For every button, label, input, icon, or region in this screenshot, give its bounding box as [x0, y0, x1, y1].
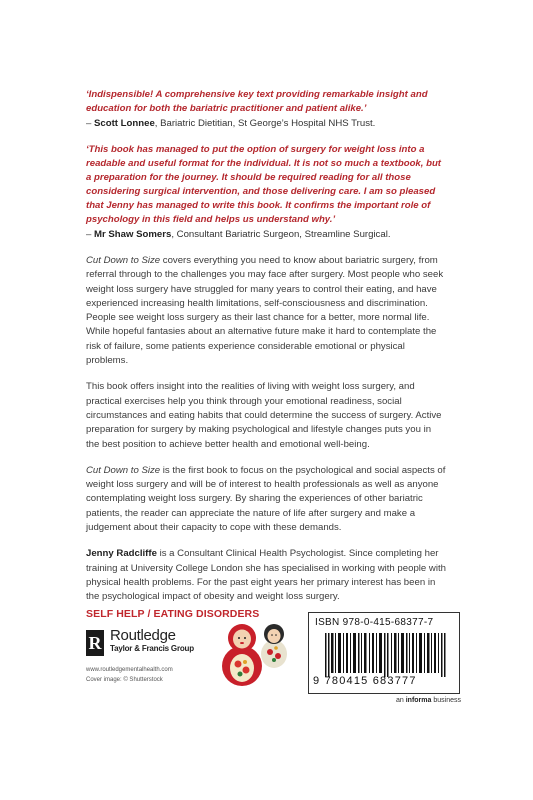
category-label: SELF HELP / EATING DISORDERS — [86, 608, 260, 620]
publisher-name-block — [110, 628, 194, 654]
description-paragraph-3 — [86, 464, 446, 535]
endorsement-attribution-2 — [86, 228, 446, 242]
endorsement-attribution-1 — [86, 117, 446, 131]
informa-suffix: business — [431, 697, 461, 704]
informa-business-line — [396, 697, 461, 704]
isbn-text: ISBN 978-0-415-68377-7 — [315, 617, 434, 628]
cover-text-block — [86, 88, 446, 617]
paragraph-text: is the first book to focus on the psychological and social aspects of weight loss surgery and will be of interest to health professionals as well as anyone contemplating weight loss surgery. By sharing the experiences of other bariatric patients, the reader can appreciate the nature of life after surgery and make a judgement about their capacity to cope with these demands. — [86, 464, 446, 534]
endorser-role: , Consultant Bariatric Surgeon, Streamline Surgical. — [171, 229, 391, 240]
endorser-role: , Bariatric Dietitian, St George’s Hospital NHS Trust. — [154, 118, 376, 129]
publisher-name: Routledge — [110, 627, 176, 644]
barcode-icon — [323, 633, 453, 679]
author-name: Jenny Radcliffe — [86, 548, 157, 560]
endorsement-quote-1: ‘Indispensible! A comprehensive key text providing remarkable insight and education for both the bariatric practitioner and patient alike.’ — [86, 89, 428, 114]
endorsement-quote-2: ‘This book has managed to put the option of surgery for weight loss into a readable and useful format for the individual. It is not so much a textbook, but a preparation for the journey. It should be required reading for all those considering surgical intervention, and those delivering care. I am so pleased that Jenny has managed to write this book. It confirms the important role of psychology in this field and helps us understand why.’ — [86, 144, 442, 225]
author-bio — [86, 547, 446, 604]
endorser-name: Scott Lonnee — [94, 118, 155, 129]
paragraph-text: covers everything you need to know about bariatric surgery, from referral through to the challenges you may face after surgery. Most people who seek weight loss surgery have struggled for many years to control their eating, and have experienced increasing health limitations, self-consciousness and discrimination. People see weight loss surgery as their last chance for a better, more normal life. While hopeful fantasies about an alternative future make it hard to contemplate the risk of failure, some patients experience considerable emotional or physical problems. — [86, 255, 444, 367]
description-paragraph-2: This book offers insight into the realities of living with weight loss surgery, and practical exercises help you think through your emotional readiness, social circumstances and eating habits that could determine the success of surgery. Active preparation for surgery by making psychological and lifestyle changes puts you in the best position to achieve better health and emotional well-being. — [86, 381, 442, 450]
endorser-name: Mr Shaw Somers — [94, 229, 172, 240]
isbn-barcode-box — [308, 612, 460, 694]
book-title-italic: Cut Down to Size — [86, 255, 161, 266]
paragraph-text: is a Consultant Clinical Health Psychologist. Since completing her training at University College London she has specialised in working with people with physical health problems. For the past eight years her primary interest has been in the psychological impact of obesity and weight loss surgery. — [86, 548, 446, 603]
attribution-dash: – — [86, 229, 95, 240]
routledge-logo-icon — [86, 630, 104, 656]
informa-prefix: an — [396, 697, 406, 704]
cover-credit: Cover image: © Shutterstock — [86, 677, 163, 683]
publisher-group: Taylor & Francis Group — [110, 644, 194, 653]
publisher-url: www.routledgementalhealth.com — [86, 667, 173, 673]
matryoshka-dolls-image — [200, 608, 300, 688]
attribution-dash: – — [86, 118, 95, 129]
description-paragraph-1 — [86, 254, 446, 368]
book-title-italic: Cut Down to Size — [86, 464, 161, 476]
svg-text:R: R — [88, 633, 102, 653]
informa-brand: informa — [405, 697, 432, 704]
barcode-number: 9 780415 683777 — [313, 675, 417, 687]
